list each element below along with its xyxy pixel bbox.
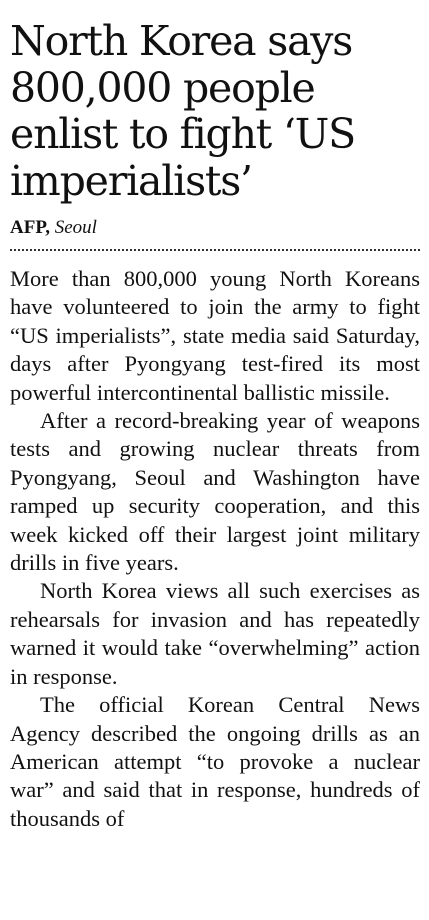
article-paragraph-2: After a record-breaking year of weapons tests and growing nuclear threats from Pyongyang, Seoul and Washington have ramped up security cooperation, and this week kicked off their largest joint military drills in five years. — [10, 408, 420, 576]
news-article — [10, 18, 420, 833]
byline — [10, 216, 420, 240]
byline-divider — [10, 249, 420, 251]
article-headline: North Korea says 800,000 people enlist to fight ‘US imperialists’ — [10, 17, 355, 205]
byline-place: Seoul — [54, 217, 97, 238]
byline-agency: AFP, — [10, 217, 50, 238]
article-paragraph-1: More than 800,000 young North Koreans have volunteered to join the army to fight “US imperialists”, state media said Saturday, days after Pyongyang test-fired its most powerful intercontinental ballistic missile. — [10, 266, 420, 405]
article-paragraph-3: North Korea views all such exercises as rehearsals for invasion and has repeatedly warned it would take “overwhelming” action in response. — [10, 578, 420, 689]
article-body — [10, 265, 420, 833]
article-paragraph-4: The official Korean Central News Agency described the ongoing drills as an American attempt “to provoke a nuclear war” and said that in response, hundreds of thousands of — [10, 692, 420, 831]
